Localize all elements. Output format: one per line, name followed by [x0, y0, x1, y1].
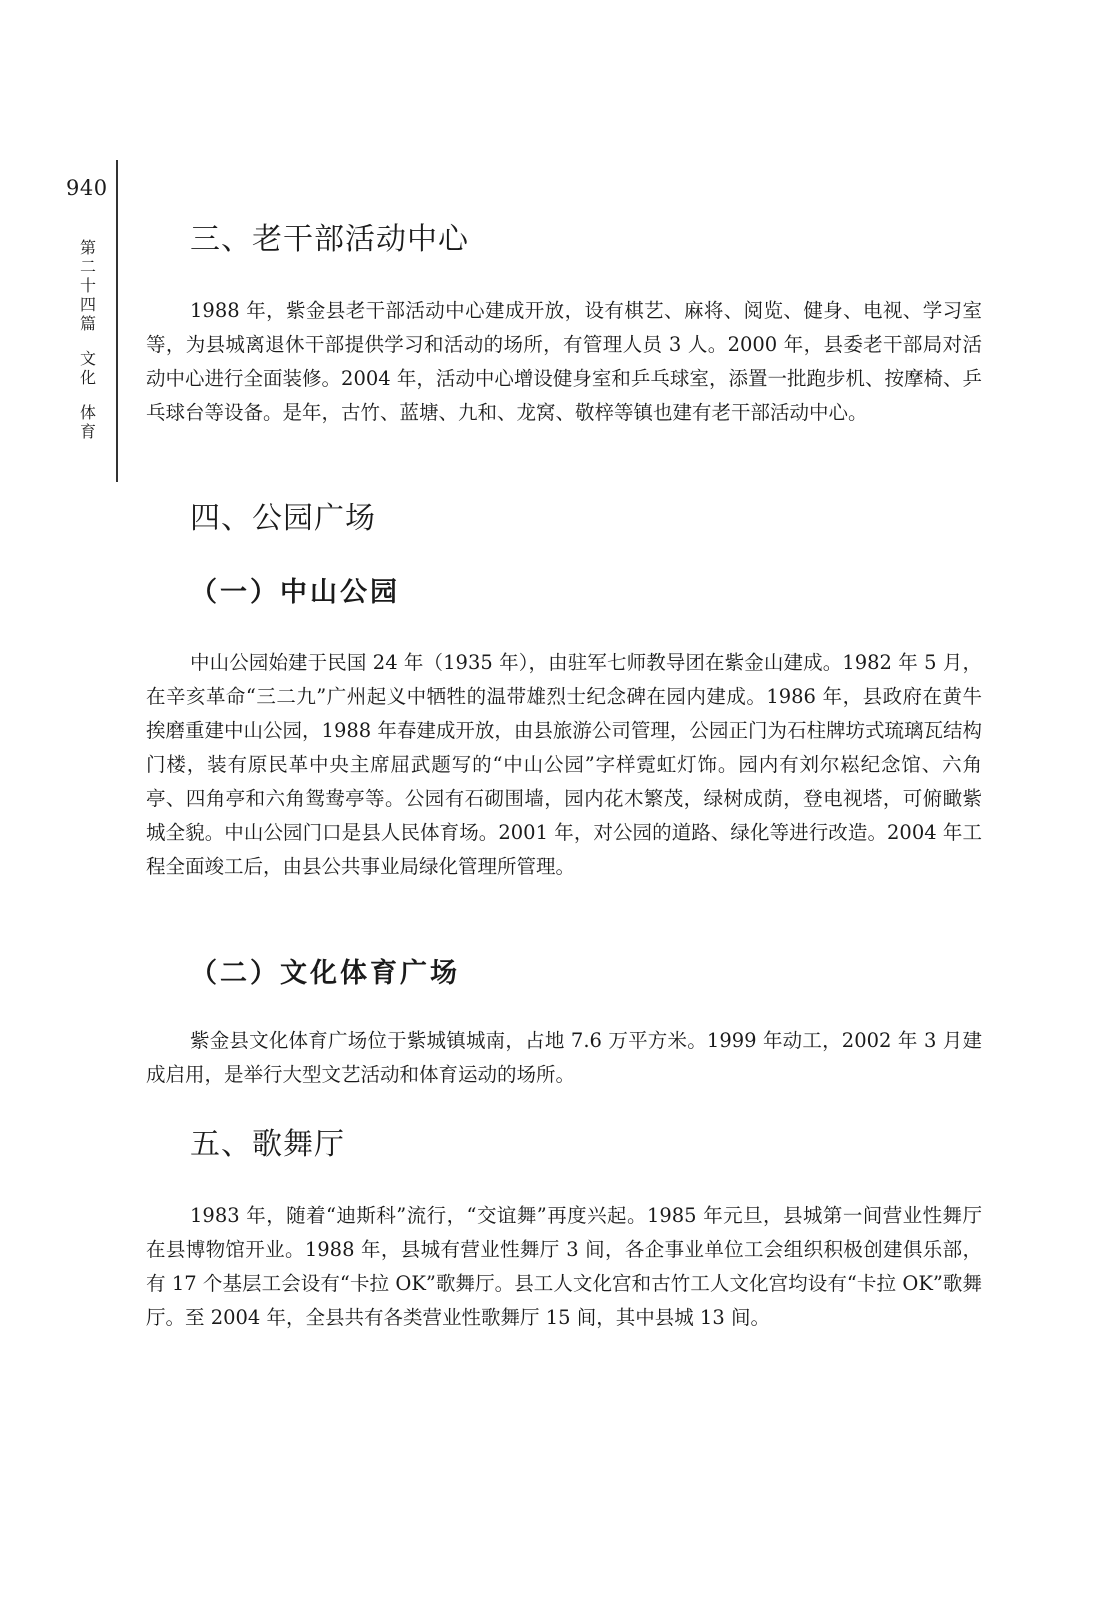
side-title-char: 育 [79, 422, 96, 441]
section-paragraph-5: 1983 年，随着“迪斯科”流行，“交谊舞”再度兴起。1985 年元旦，县城第一间营业性舞厅在县博物馆开业。1988 年，县城有营业性舞厅 3 间，各企事业单位工会组织积极创建俱乐部，有 17 个基层工会设有“卡拉 OK”歌舞厅。县工人文化宫和古竹工人文化宫均设有“卡拉 OK”歌舞厅。至 2004 年，全县共有各类营业性歌舞厅 15 间，其中县城 13 间。 [146, 1204, 982, 1329]
side-title-char: 文 [79, 349, 96, 368]
side-title-char: 体 [79, 403, 96, 422]
side-title-char: 十 [79, 276, 96, 295]
side-title-char: 四 [79, 295, 96, 314]
page-number: 940 [66, 176, 108, 200]
side-title-char: 篇 [79, 314, 96, 333]
side-title-char: 第 [79, 238, 96, 257]
side-title-gap [76, 333, 100, 349]
subsection-paragraph-4-1: 中山公园始建于民国 24 年（1935 年），由驻军七师教导团在紫金山建成。1982 年 5 月，在辛亥革命“三二九”广州起义中牺牲的温带雄烈士纪念碑在园内建成。1986 年，县政府在黄牛挨磨重建中山公园，1988 年春建成开放，由县旅游公司管理，公园正门为石柱牌坊式琉璃瓦结构门楼，装有原民革中央主席屈武题写的“中山公园”字样霓虹灯饰。园内有刘尔崧纪念馆、六角亭、四角亭和六角鸳鸯亭等。公园有石砌围墙，园内花木繁茂，绿树成荫，登电视塔，可俯瞰紫城全貌。中山公园门口是县人民体育场。2001 年，对公园的道路、绿化等进行改造。2004 年工程全面竣工后，由县公共事业局绿化管理所管理。 [146, 651, 982, 878]
side-title-char: 二 [79, 257, 96, 276]
subsection-heading-4-1: （一）中山公园 [190, 577, 400, 608]
section-heading-4: 四、公园广场 [190, 501, 376, 536]
section-paragraph-3: 1988 年，紫金县老干部活动中心建成开放，设有棋艺、麻将、阅览、健身、电视、学习室等，为县城离退休干部提供学习和活动的场所，有管理人员 3 人。2000 年，县委老干部局对活动中心进行全面装修。2004 年，活动中心增设健身室和乒乓球室，添置一批跑步机、按摩椅、乒乓球台等设备。是年，古竹、蓝塘、九和、龙窝、敬梓等镇也建有老干部活动中心。 [146, 299, 982, 424]
section-heading-3: 三、老干部活动中心 [190, 222, 469, 257]
subsection-heading-4-2: （二）文化体育广场 [190, 958, 460, 989]
side-rule [116, 160, 118, 482]
side-title [76, 238, 100, 441]
section-heading-5: 五、歌舞厅 [190, 1127, 345, 1162]
subsection-paragraph-4-2: 紫金县文化体育广场位于紫城镇城南，占地 7.6 万平方米。1999 年动工，2002 年 3 月建成启用，是举行大型文艺活动和体育运动的场所。 [146, 1029, 982, 1086]
side-title-gap [76, 387, 100, 403]
side-title-char: 化 [79, 368, 96, 387]
